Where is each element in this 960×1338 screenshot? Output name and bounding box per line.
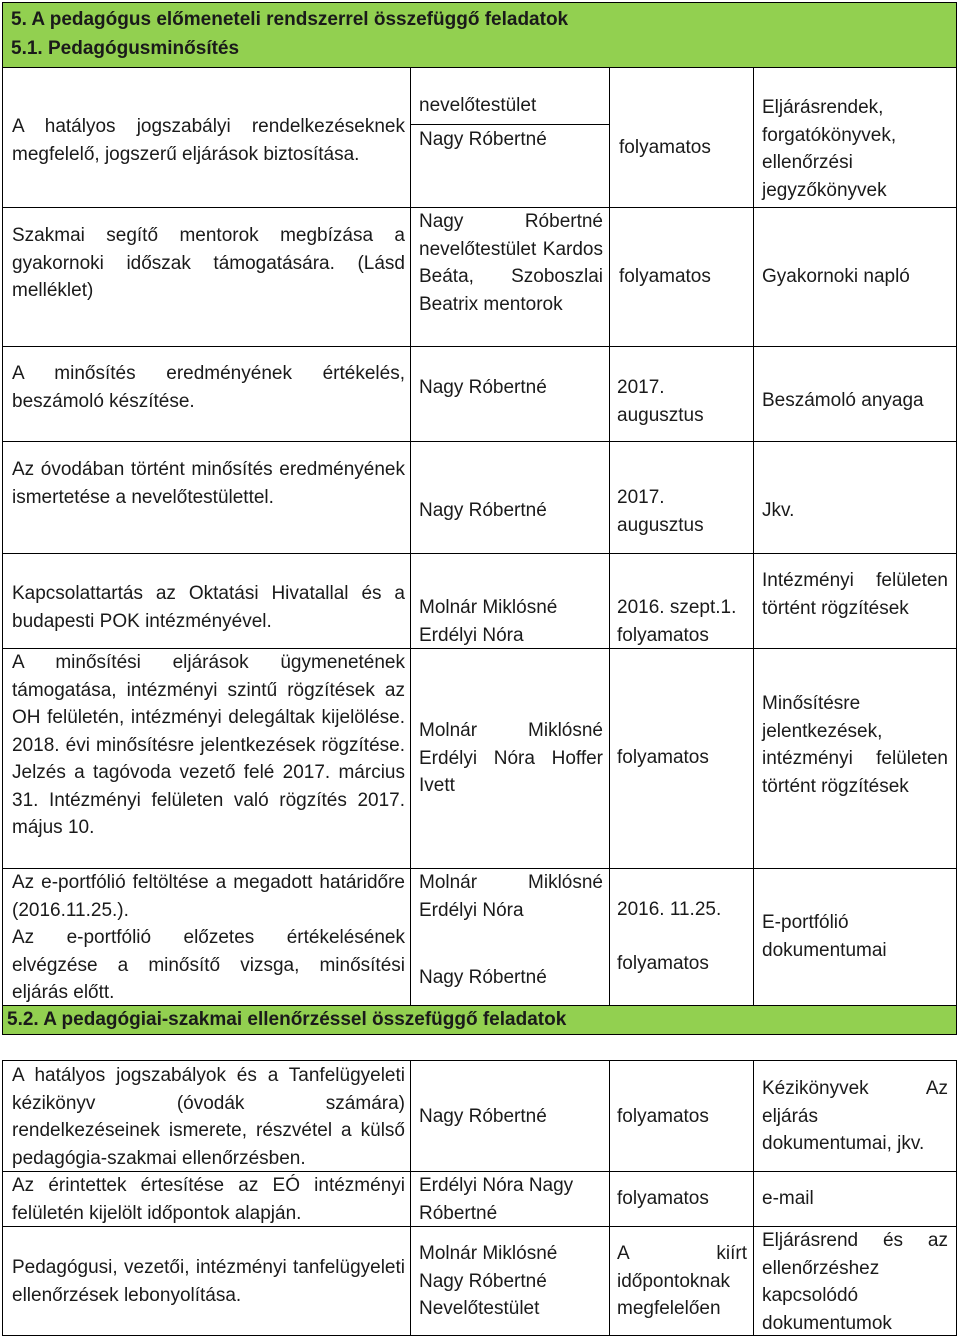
deadline-cell: folyamatos [617, 1188, 709, 1209]
task-cell: Pedagógusi, vezetői, intézményi tanfelügyeleti ellenőrzések lebonyolítása. [12, 1257, 405, 1306]
responsible-cell: Molnár Miklósné Erdélyi Nóra Hoffer Ivett [419, 720, 603, 796]
table-border [609, 68, 610, 1005]
table-border [956, 1060, 957, 1336]
table-border [2, 346, 957, 347]
deadline-cell: 2017. augusztus [617, 487, 704, 536]
task-cell: Az e-portfólió előzetes értékelésének elvégzése a minősítő vizsga, minősítési eljárás előtt. [12, 927, 405, 1003]
table-border [2, 1060, 957, 1061]
responsible-cell: Molnár Miklósné Erdélyi Nóra [419, 872, 603, 921]
section-51-title: 5.1. Pedagógusminősítés [11, 38, 240, 59]
task-cell: A hatályos jogszabályi rendelkezéseknek megfelelő, jogszerű eljárások biztosítása. [12, 116, 405, 165]
task-cell: Az e-portfólió feltöltése a megadott határidőre (2016.11.25.). [12, 872, 405, 921]
deadline-cell: folyamatos [619, 137, 711, 158]
table-border [2, 553, 957, 554]
deadline-cell: A kiírt időpontoknak megfelelően [617, 1243, 747, 1319]
section-header-5 [2, 2, 957, 68]
table-border [753, 1060, 754, 1336]
responsible-cell: Nagy Róbertné [419, 129, 547, 150]
responsible-cell: Erdélyi Nóra Nagy Róbertné [419, 1175, 574, 1224]
evidence-cell: Beszámoló anyaga [762, 390, 924, 411]
table-border [956, 68, 957, 1005]
section-5-title: 5. A pedagógus előmeneteli rendszerrel összefüggő feladatok [11, 9, 569, 30]
deadline-cell: folyamatos [617, 1106, 709, 1127]
responsible-cell: Nagy Róbertné [419, 377, 547, 398]
table-border [2, 441, 957, 442]
evidence-cell: Intézményi felületen történt rögzítések [762, 570, 948, 619]
evidence-cell: Jkv. [762, 500, 795, 521]
task-cell: Kapcsolattartás az Oktatási Hivatallal és a budapesti POK intézményével. [12, 583, 405, 632]
evidence-cell: Gyakornoki napló [762, 266, 910, 287]
task-cell: Szakmai segítő mentorok megbízása a gyakornoki időszak támogatására. (Lásd melléklet) [12, 225, 405, 301]
responsible-cell: Molnár Miklósné Nagy Róbertné Nevelőtestület [419, 1243, 558, 1319]
table-border [2, 68, 3, 1005]
deadline-cell: folyamatos [617, 747, 709, 768]
deadline-cell: 2016. 11.25. [617, 899, 722, 920]
section-52-title: 5.2. A pedagógiai-szakmai ellenőrzéssel összefüggő feladatok [7, 1009, 567, 1030]
table-border [410, 124, 609, 125]
table-border [410, 68, 411, 1005]
evidence-cell: Kézikönyvek Az eljárás dokumentumai, jkv. [762, 1078, 948, 1154]
task-cell: A minősítési eljárások ügymenetének támogatása, intézményi szintű rögzítések az OH felületén, intézményi delegáltak kijelölése. 2018. évi minősítésre jelentkezések rögzítése. Jelzés a tagóvoda vezető felé 2017. március 31. Intézményi felületen való rögzítés 2017. május 10. [12, 652, 405, 838]
table-border [410, 1060, 411, 1336]
evidence-cell: Eljárásrendek, forgatókönyvek, ellenőrzési jegyzőkönyvek [762, 97, 897, 201]
deadline-cell: 2016. szept.1. folyamatos [617, 597, 737, 646]
deadline-cell: 2017. augusztus [617, 377, 704, 426]
task-cell: Az érintettek értesítése az EÓ intézményi felületén kijelölt időpontok alapján. [12, 1175, 405, 1224]
responsible-cell: Nagy Róbertné [419, 1106, 547, 1127]
section-header-52 [2, 1005, 957, 1035]
task-cell: Az óvodában történt minősítés eredményének ismertetése a nevelőtestülettel. [12, 459, 405, 508]
responsible-cell: Nagy Róbertné nevelőtestület Kardos Beáta, Szoboszlai Beatrix mentorok [419, 211, 603, 315]
responsible-cell: nevelőtestület [419, 95, 537, 116]
evidence-cell: E-portfólió dokumentumai [762, 912, 887, 961]
evidence-cell: Eljárásrend és az ellenőrzéshez kapcsolódó dokumentumok [762, 1230, 948, 1334]
table-border [2, 1060, 3, 1336]
evidence-cell: Minősítésre jelentkezések, intézményi felületen történt rögzítések [762, 693, 948, 797]
deadline-cell: folyamatos [617, 953, 709, 974]
deadline-cell: folyamatos [619, 266, 711, 287]
responsible-cell: Molnár Miklósné Erdélyi Nóra [419, 597, 558, 646]
evidence-cell: e-mail [762, 1188, 814, 1209]
table-border [753, 68, 754, 1005]
task-cell: A minősítés eredményének értékelés, beszámoló készítése. [12, 363, 405, 412]
table-border [609, 1060, 610, 1336]
responsible-cell: Nagy Róbertné [419, 500, 547, 521]
responsible-cell: Nagy Róbertné [419, 967, 547, 988]
task-cell: A hatályos jogszabályok és a Tanfelügyeleti kézikönyv (óvodák számára) rendelkezéseinek ismerete, részvétel a külső pedagógia-szakmai ellenőrzésben. [12, 1065, 405, 1169]
